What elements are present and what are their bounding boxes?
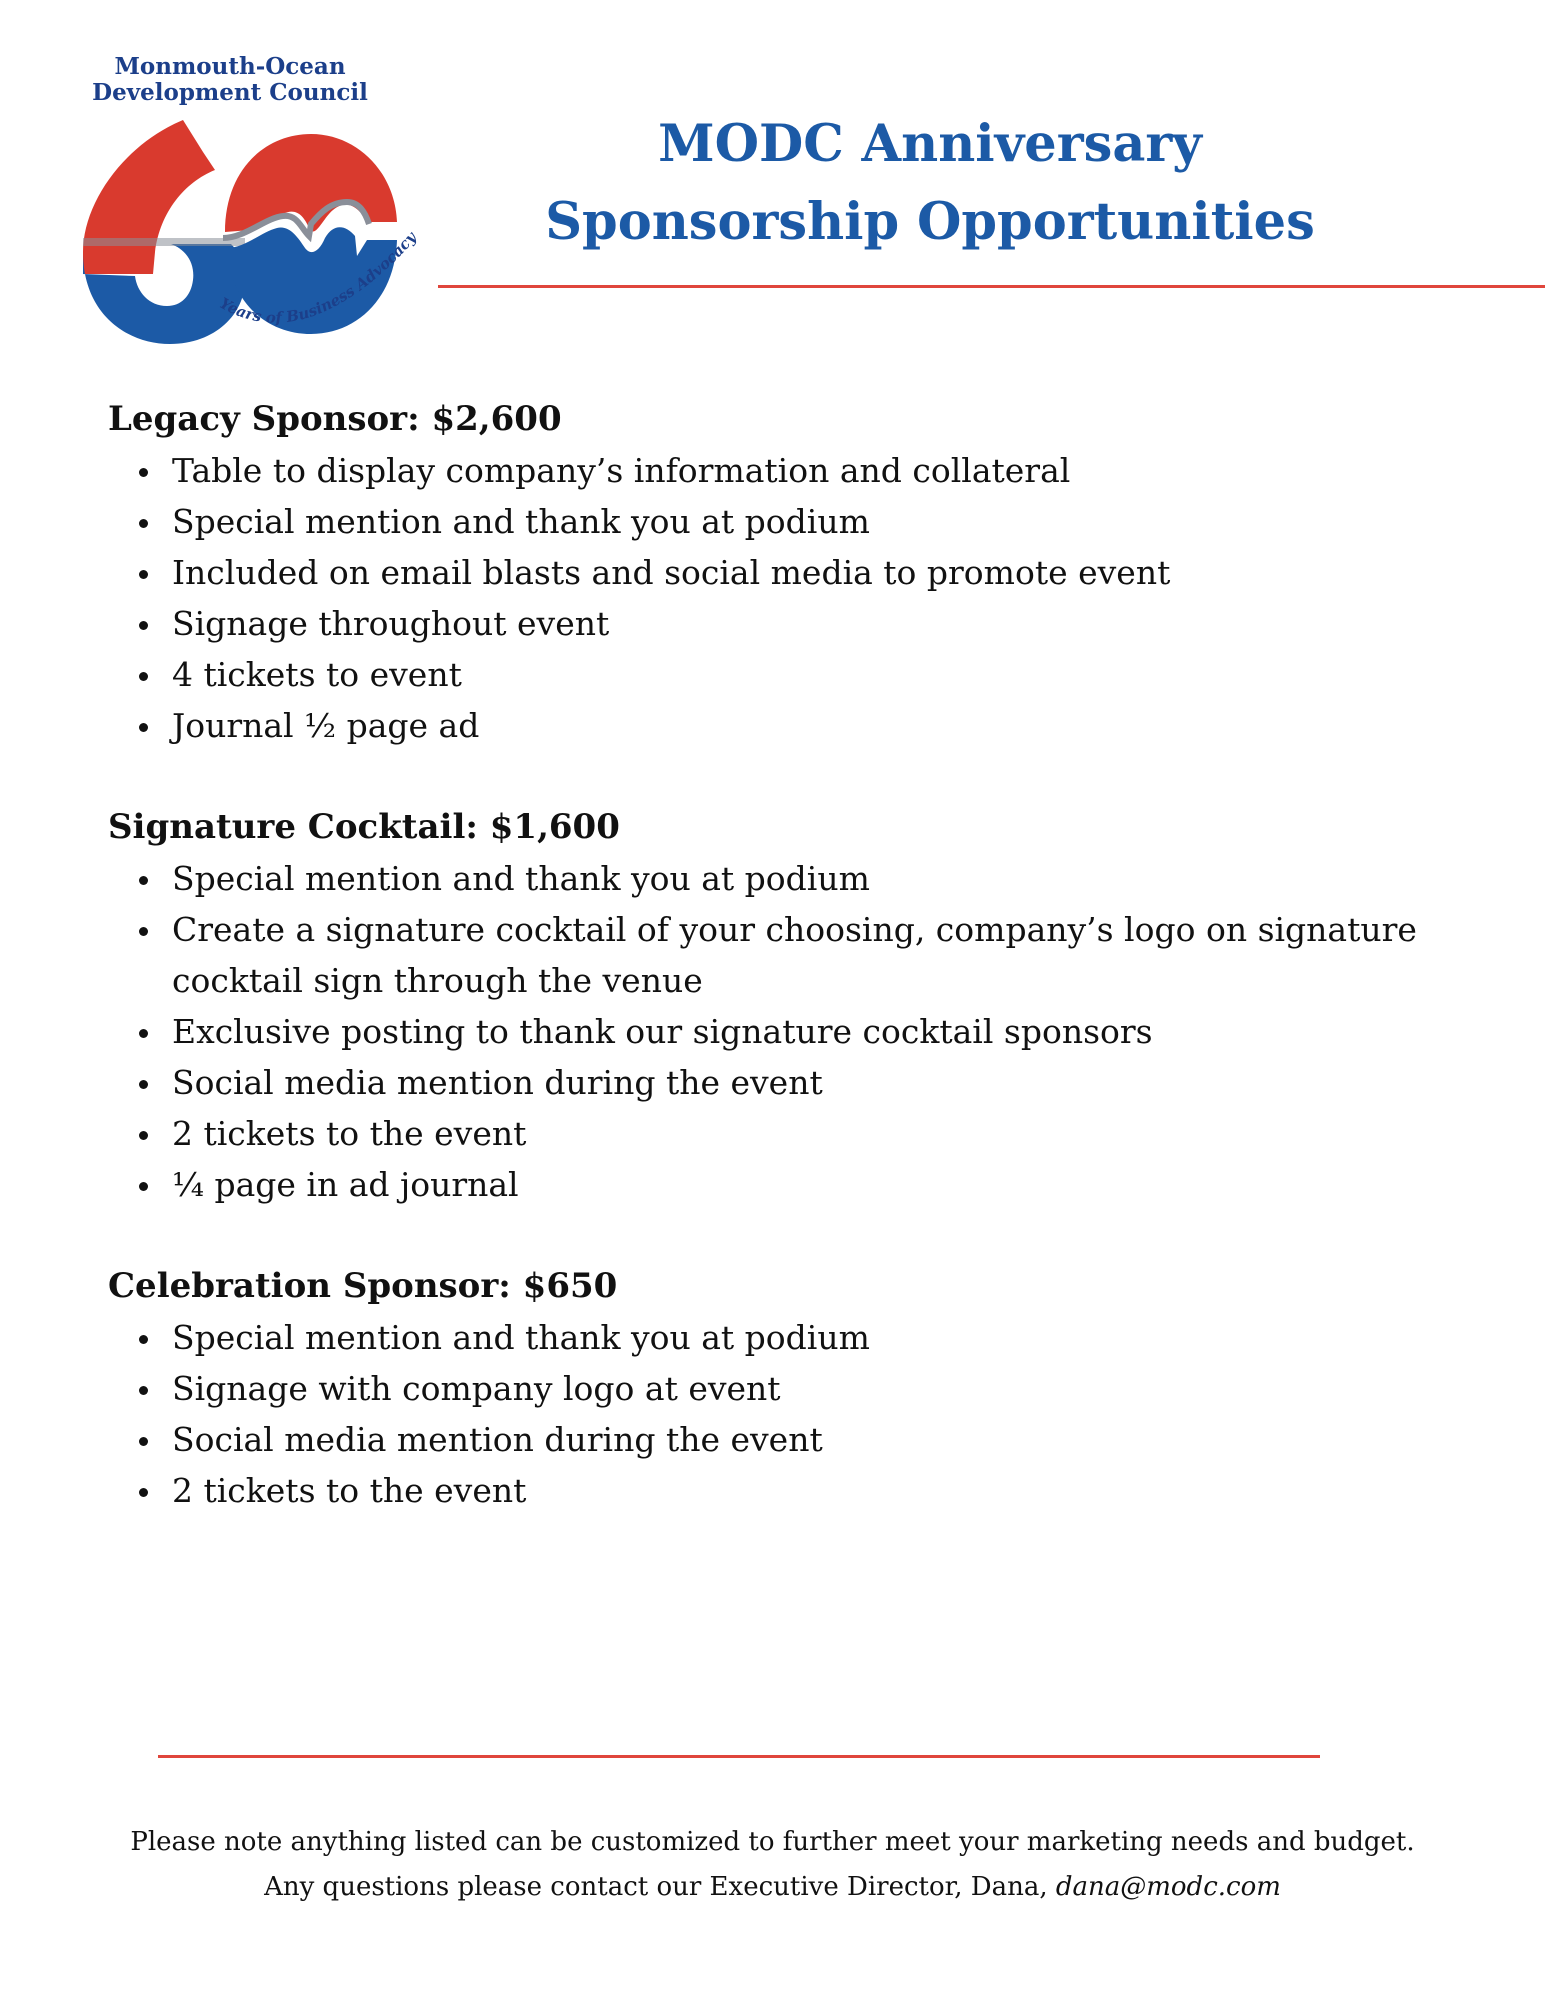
tier-legacy bbox=[108, 394, 1508, 751]
list-item: Create a signature cocktail of your choosing, company’s logo on signature cocktail sign through the venue bbox=[172, 904, 1422, 1006]
list-item: Special mention and thank you at podium bbox=[172, 853, 1508, 904]
list-item: 2 tickets to the event bbox=[172, 1108, 1508, 1159]
logo-graphic bbox=[75, 52, 435, 362]
footer-line-2 bbox=[0, 1865, 1545, 1910]
list-item: 4 tickets to event bbox=[172, 649, 1508, 700]
tier-signature-cocktail bbox=[108, 802, 1508, 1210]
tier-title: Legacy Sponsor: $2,600 bbox=[108, 399, 562, 439]
list-item: Special mention and thank you at podium bbox=[172, 1312, 1508, 1363]
contact-email-link[interactable]: dana@modc.com bbox=[1055, 1872, 1281, 1902]
list-item: Signage throughout event bbox=[172, 598, 1508, 649]
title-line-1: MODC Anniversary bbox=[658, 114, 1202, 174]
logo-tagline: Years of Business Advocacy bbox=[216, 228, 420, 327]
list-item: Table to display company’s information and collateral bbox=[172, 445, 1508, 496]
tier-title: Celebration Sponsor: $650 bbox=[108, 1266, 618, 1306]
list-item: Special mention and thank you at podium bbox=[172, 496, 1508, 547]
list-item: ¼ page in ad journal bbox=[172, 1159, 1508, 1210]
title-line-2: Sponsorship Opportunities bbox=[545, 192, 1315, 252]
page-title bbox=[500, 105, 1360, 261]
list-item: Signage with company logo at event bbox=[172, 1363, 1508, 1414]
benefit-list bbox=[108, 1312, 1508, 1516]
list-item: Social media mention during the event bbox=[172, 1414, 1508, 1465]
benefit-list bbox=[108, 853, 1508, 1210]
list-item: 2 tickets to the event bbox=[172, 1465, 1508, 1516]
list-item: Exclusive posting to thank our signature cocktail sponsors bbox=[172, 1006, 1508, 1057]
header-divider bbox=[438, 285, 1545, 288]
logo-org-line1: Monmouth-Ocean bbox=[114, 53, 346, 80]
benefit-list bbox=[108, 445, 1508, 751]
footer-note bbox=[0, 1820, 1545, 1910]
footer-divider bbox=[158, 1755, 1320, 1758]
footer-contact-text: Any questions please contact our Executive Director, Dana, bbox=[264, 1872, 1056, 1902]
list-item: Included on email blasts and social media to promote event bbox=[172, 547, 1508, 598]
tier-celebration bbox=[108, 1261, 1508, 1516]
modc-60-logo bbox=[75, 52, 435, 362]
list-item: Social media mention during the event bbox=[172, 1057, 1508, 1108]
logo-org-line2: Development Council bbox=[92, 79, 368, 106]
list-item: Journal ½ page ad bbox=[172, 700, 1508, 751]
sponsorship-tiers bbox=[108, 394, 1508, 1567]
footer-line-1: Please note anything listed can be customized to further meet your marketing needs and budget. bbox=[130, 1827, 1415, 1857]
tier-title: Signature Cocktail: $1,600 bbox=[108, 807, 620, 847]
